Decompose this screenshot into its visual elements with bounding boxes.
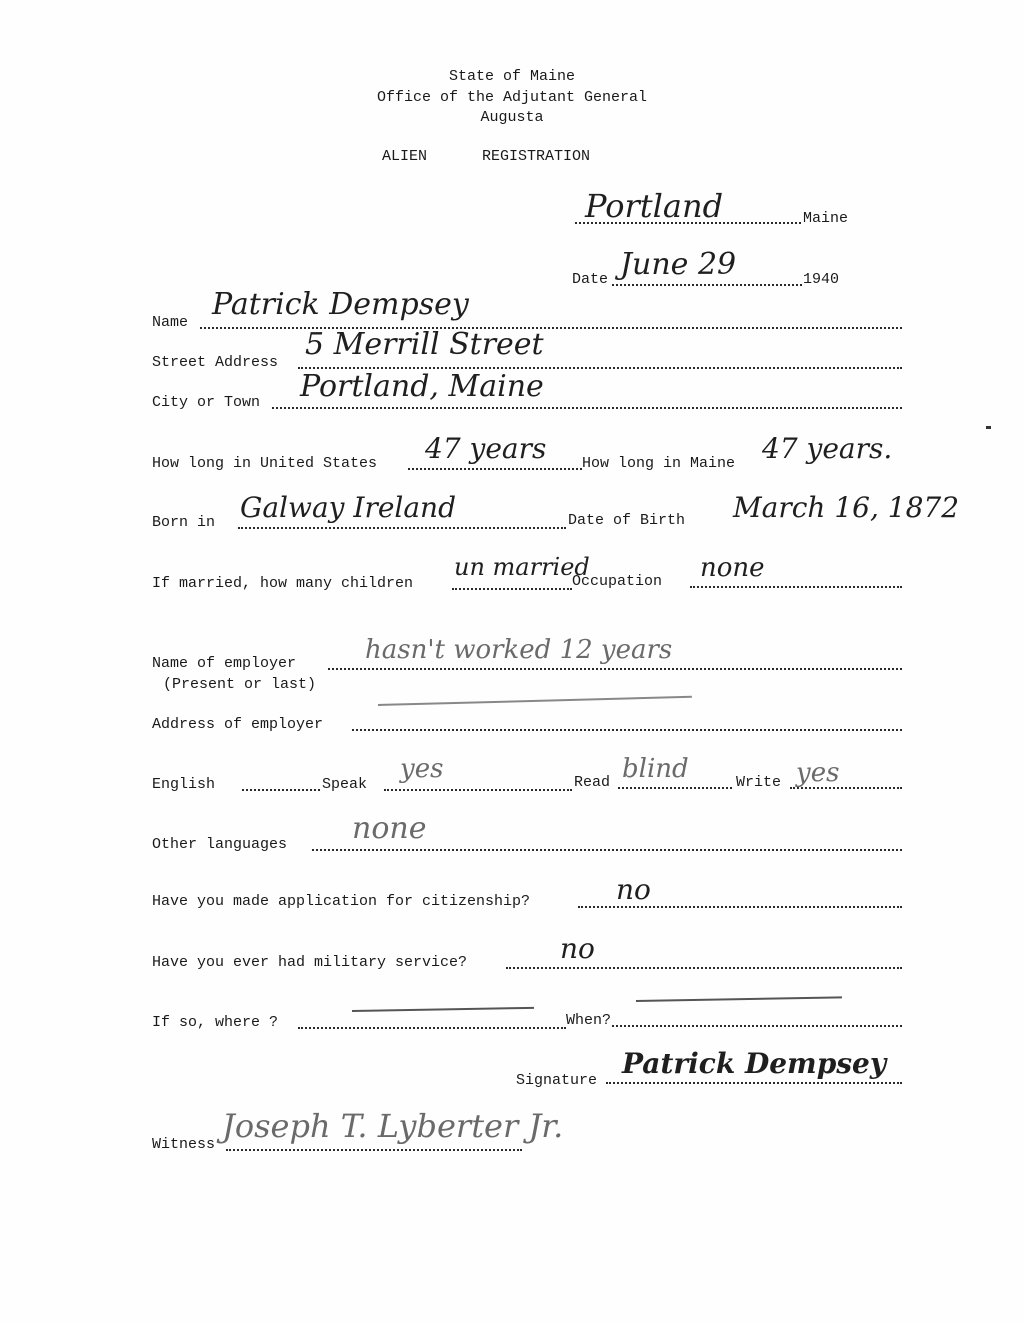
speak-value: yes: [400, 754, 444, 784]
when-label: When?: [566, 1012, 612, 1029]
other-languages-value: none: [352, 811, 427, 846]
name-value: Patrick Dempsey: [212, 287, 469, 322]
place-suffix: Maine: [803, 210, 849, 227]
speak-label: Speak: [322, 776, 368, 793]
dob-value: March 16, 1872: [733, 491, 960, 524]
signature-value: Patrick Dempsey: [622, 1047, 887, 1080]
witness-label: Witness: [152, 1136, 216, 1153]
children-label: If married, how many children: [152, 575, 414, 592]
english-label: English: [152, 776, 216, 793]
military-value: no: [560, 932, 595, 965]
how-long-us-label: How long in United States: [152, 455, 378, 472]
read-dots: [618, 787, 732, 789]
born-label: Born in: [152, 514, 216, 531]
citizenship-label: Have you made application for citizenship?: [152, 893, 531, 910]
when-dots: [612, 1025, 902, 1027]
street-value: 5 Merrill Street: [305, 327, 544, 362]
header-city: Augusta: [480, 109, 544, 126]
write-label: Write: [736, 774, 782, 791]
date-label: Date: [572, 271, 609, 288]
employer-sublabel: (Present or last): [163, 676, 317, 693]
how-long-us-value: 47 years: [425, 432, 547, 465]
born-dots: [238, 527, 566, 529]
date-value: June 29: [620, 247, 737, 282]
other-languages-dots: [312, 849, 902, 851]
where-dash: [352, 1007, 534, 1012]
employer-address-dash: [378, 696, 692, 706]
read-label: Read: [574, 774, 611, 791]
occupation-dots: [690, 586, 902, 588]
military-label: Have you ever had military service?: [152, 954, 468, 971]
street-label: Street Address: [152, 354, 279, 371]
occupation-value: none: [700, 553, 765, 583]
where-label: If so, where ?: [152, 1014, 279, 1031]
place-value: Portland: [585, 187, 724, 225]
read-value: blind: [622, 754, 689, 784]
dob-label: Date of Birth: [568, 512, 686, 529]
where-dots: [298, 1027, 566, 1029]
write-value: yes: [796, 758, 840, 788]
signature-label: Signature: [516, 1072, 598, 1089]
header-state: State of Maine: [448, 68, 576, 85]
employer-dots: [328, 668, 902, 670]
witness-dots: [226, 1149, 522, 1151]
city-dots: [272, 407, 902, 409]
how-long-maine-value: 47 years.: [762, 432, 893, 465]
employer-value: hasn't worked 12 years: [365, 635, 673, 665]
header-office: Office of the Adjutant General: [376, 89, 648, 106]
speak-dots: [384, 789, 572, 791]
name-label: Name: [152, 314, 189, 331]
how-long-maine-label: How long in Maine: [582, 455, 736, 472]
occupation-label: Occupation: [572, 573, 663, 590]
military-dots: [506, 967, 902, 969]
city-value: Portland, Maine: [300, 369, 544, 404]
english-dots: [242, 789, 320, 791]
citizenship-dots: [578, 906, 902, 908]
employer-label: Name of employer: [152, 655, 297, 672]
employer-address-dots: [352, 729, 902, 731]
when-dash: [636, 996, 842, 1002]
date-year: 1940: [803, 271, 840, 288]
employer-address-label: Address of employer: [152, 716, 324, 733]
how-long-us-dots: [408, 468, 582, 470]
citizenship-value: no: [616, 873, 651, 906]
children-dots: [452, 588, 572, 590]
title-registration: REGISTRATION: [482, 148, 591, 165]
margin-mark: [986, 426, 991, 429]
title-alien: ALIEN: [382, 148, 428, 165]
witness-value: Joseph T. Lyberter Jr.: [222, 1107, 564, 1145]
children-value: un married: [454, 553, 590, 581]
born-value: Galway Ireland: [240, 491, 457, 524]
other-languages-label: Other languages: [152, 836, 288, 853]
city-label: City or Town: [152, 394, 261, 411]
date-dots: [612, 284, 802, 286]
signature-dots: [606, 1082, 902, 1084]
